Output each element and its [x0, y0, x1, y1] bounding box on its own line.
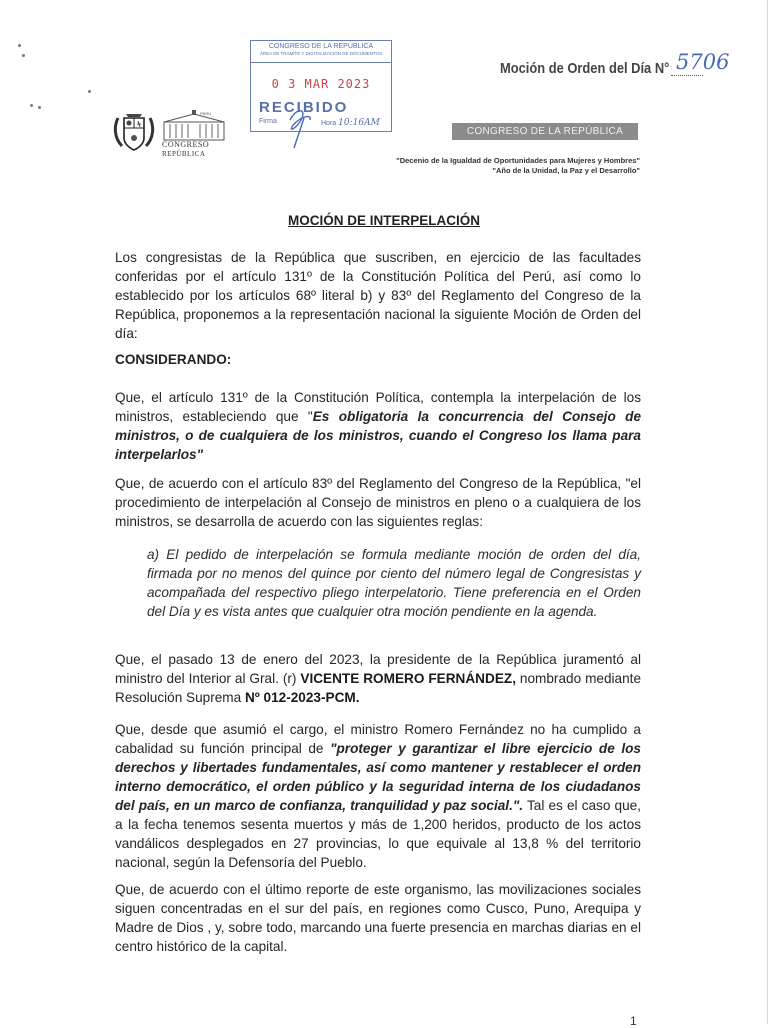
resolution-number: Nº 012-2023-PCM.	[244, 690, 360, 705]
logo-congreso-text: CONGRESO	[162, 140, 210, 149]
paragraph-mobilizations: Que, de acuerdo con el último reporte de este organismo, las movilizaciones sociales siguen concentradas en el sur del país, en regiones como Cusco, Puno, Arequipa y Madre de Dios , y, sobre todo, marcando una fuerte presencia en marchas diarias en el centro histórico de la capital.	[115, 882, 641, 954]
p4-quote: "proteger y garantizar el libre ejercicio de los derechos y libertades fundamentales, así como mantener y restablecer el orden interno democrático, el orden público y la seguridad interna de los ciudadanos del país, en un marco de confianza, tranquilidad y paz social.".	[115, 741, 641, 813]
p4-end-text: Tal es el caso que, a la fecha tenemos sesenta muertos y más de 1,200 heridos, producto de los actos vandálicos desplegados en 27 provincias, lo que equivale al 13,8 % del territorio nacional, según la Defensoría del Pueblo.	[115, 798, 641, 870]
rule-item-a: a) El pedido de interpelación se formula mediante moción de orden del día, firmada por no menos del quince por ciento del número legal de Congresistas y acompañada del respectivo pliego interpelatorio. Tiene preferencia en el Orden del Día y es vista antes que cualquier otra moción pendiente en la agenda.	[147, 547, 641, 619]
coat-of-arms-icon	[115, 114, 152, 150]
stamp-firma-label	[259, 118, 277, 125]
logo-republica-text: REPÚBLICA	[162, 150, 206, 158]
p3-mid-text: nombrado mediante Resolución Suprema	[115, 671, 642, 705]
handwritten-signature	[282, 100, 342, 150]
considerando-heading: CONSIDERANDO:	[115, 352, 232, 367]
document-title: MOCIÓN DE INTERPELACIÓN	[287, 213, 480, 228]
p1-text: Que, el artículo 131º de la Constitución Política, contempla la interpelación de los ministros, estableciendo que "	[115, 390, 641, 424]
scan-speck	[88, 90, 91, 93]
building-icon	[164, 110, 224, 140]
stamp-institution: CONGRESO DE LA REPÚBLICA	[268, 43, 374, 50]
stamp-received: RECIBIDO	[259, 99, 349, 116]
stamp-hora-value: 10:16AM	[338, 118, 380, 128]
scan-speck	[22, 54, 25, 57]
p1-quote: Es obligatoria la concurrencia del Consejo de ministros, o de cualquiera de los ministros, cuando el Congreso los llama para interpelarlos"	[115, 409, 642, 462]
intro-paragraph: Los congresistas de la República que suscriben, en ejercicio de las facultades conferidas por el artículo 131º de la Constitución Política del Perú, así como lo establecido por los artículos 68º literal b) y 83º del Reglamento del Congreso de la República, proponemos a la representación nacional la siguiente Moción de Orden del día:	[115, 250, 641, 341]
motion-number-label: Moción de Orden del Día N°	[500, 60, 670, 77]
scan-speck	[18, 44, 21, 47]
minister-name: VICENTE ROMERO FERNÁNDEZ,	[300, 671, 516, 686]
p4-text: Que, desde que asumió el cargo, el ministro Romero Fernández no ha cumplido a cabalidad su función principal de	[115, 722, 641, 756]
congress-banner: CONGRESO DE LA REPÚBLICA	[452, 123, 638, 140]
motion-number-handwritten: 5706	[676, 50, 730, 74]
paragraph-function	[115, 720, 641, 872]
motion-number-line	[671, 75, 703, 76]
stamp-firma-text: Firma	[259, 118, 277, 125]
stamp-hora-label: Hora	[321, 120, 337, 127]
paragraph-article-83: Que, de acuerdo con el artículo 83º del Reglamento del Congreso de la República, "el procedimiento de interpelación al Consejo de ministros en pleno o a cualquiera de los ministros, se desarrolla de acuerdo con las siguientes reglas:	[115, 476, 641, 529]
decade-slogan: "Decenio de la Igualdad de Oportunidades para Mujeres y Hombres"	[396, 156, 640, 165]
paragraph-minister-sworn	[115, 650, 641, 707]
p3-text: Que, el pasado 13 de enero del 2023, la presidente de la República juramentó al ministro del Interior al Gral. (r)	[115, 652, 641, 686]
stamp-header	[251, 41, 391, 63]
page-number: 1	[630, 1014, 637, 1028]
stamp-department: ÁREA DE TRÁMITE Y DIGITALIZACIÓN DE DOCUMENTOS	[259, 51, 383, 56]
stamp-date: 0 3 MAR 2023	[271, 77, 371, 91]
year-slogan: "Año de la Unidad, la Paz y el Desarrollo"	[492, 166, 640, 175]
paragraph-article-131	[115, 388, 641, 464]
scan-speck	[38, 106, 41, 109]
scan-speck	[30, 104, 33, 107]
logo-tiny-text: PERÚ	[200, 111, 212, 116]
